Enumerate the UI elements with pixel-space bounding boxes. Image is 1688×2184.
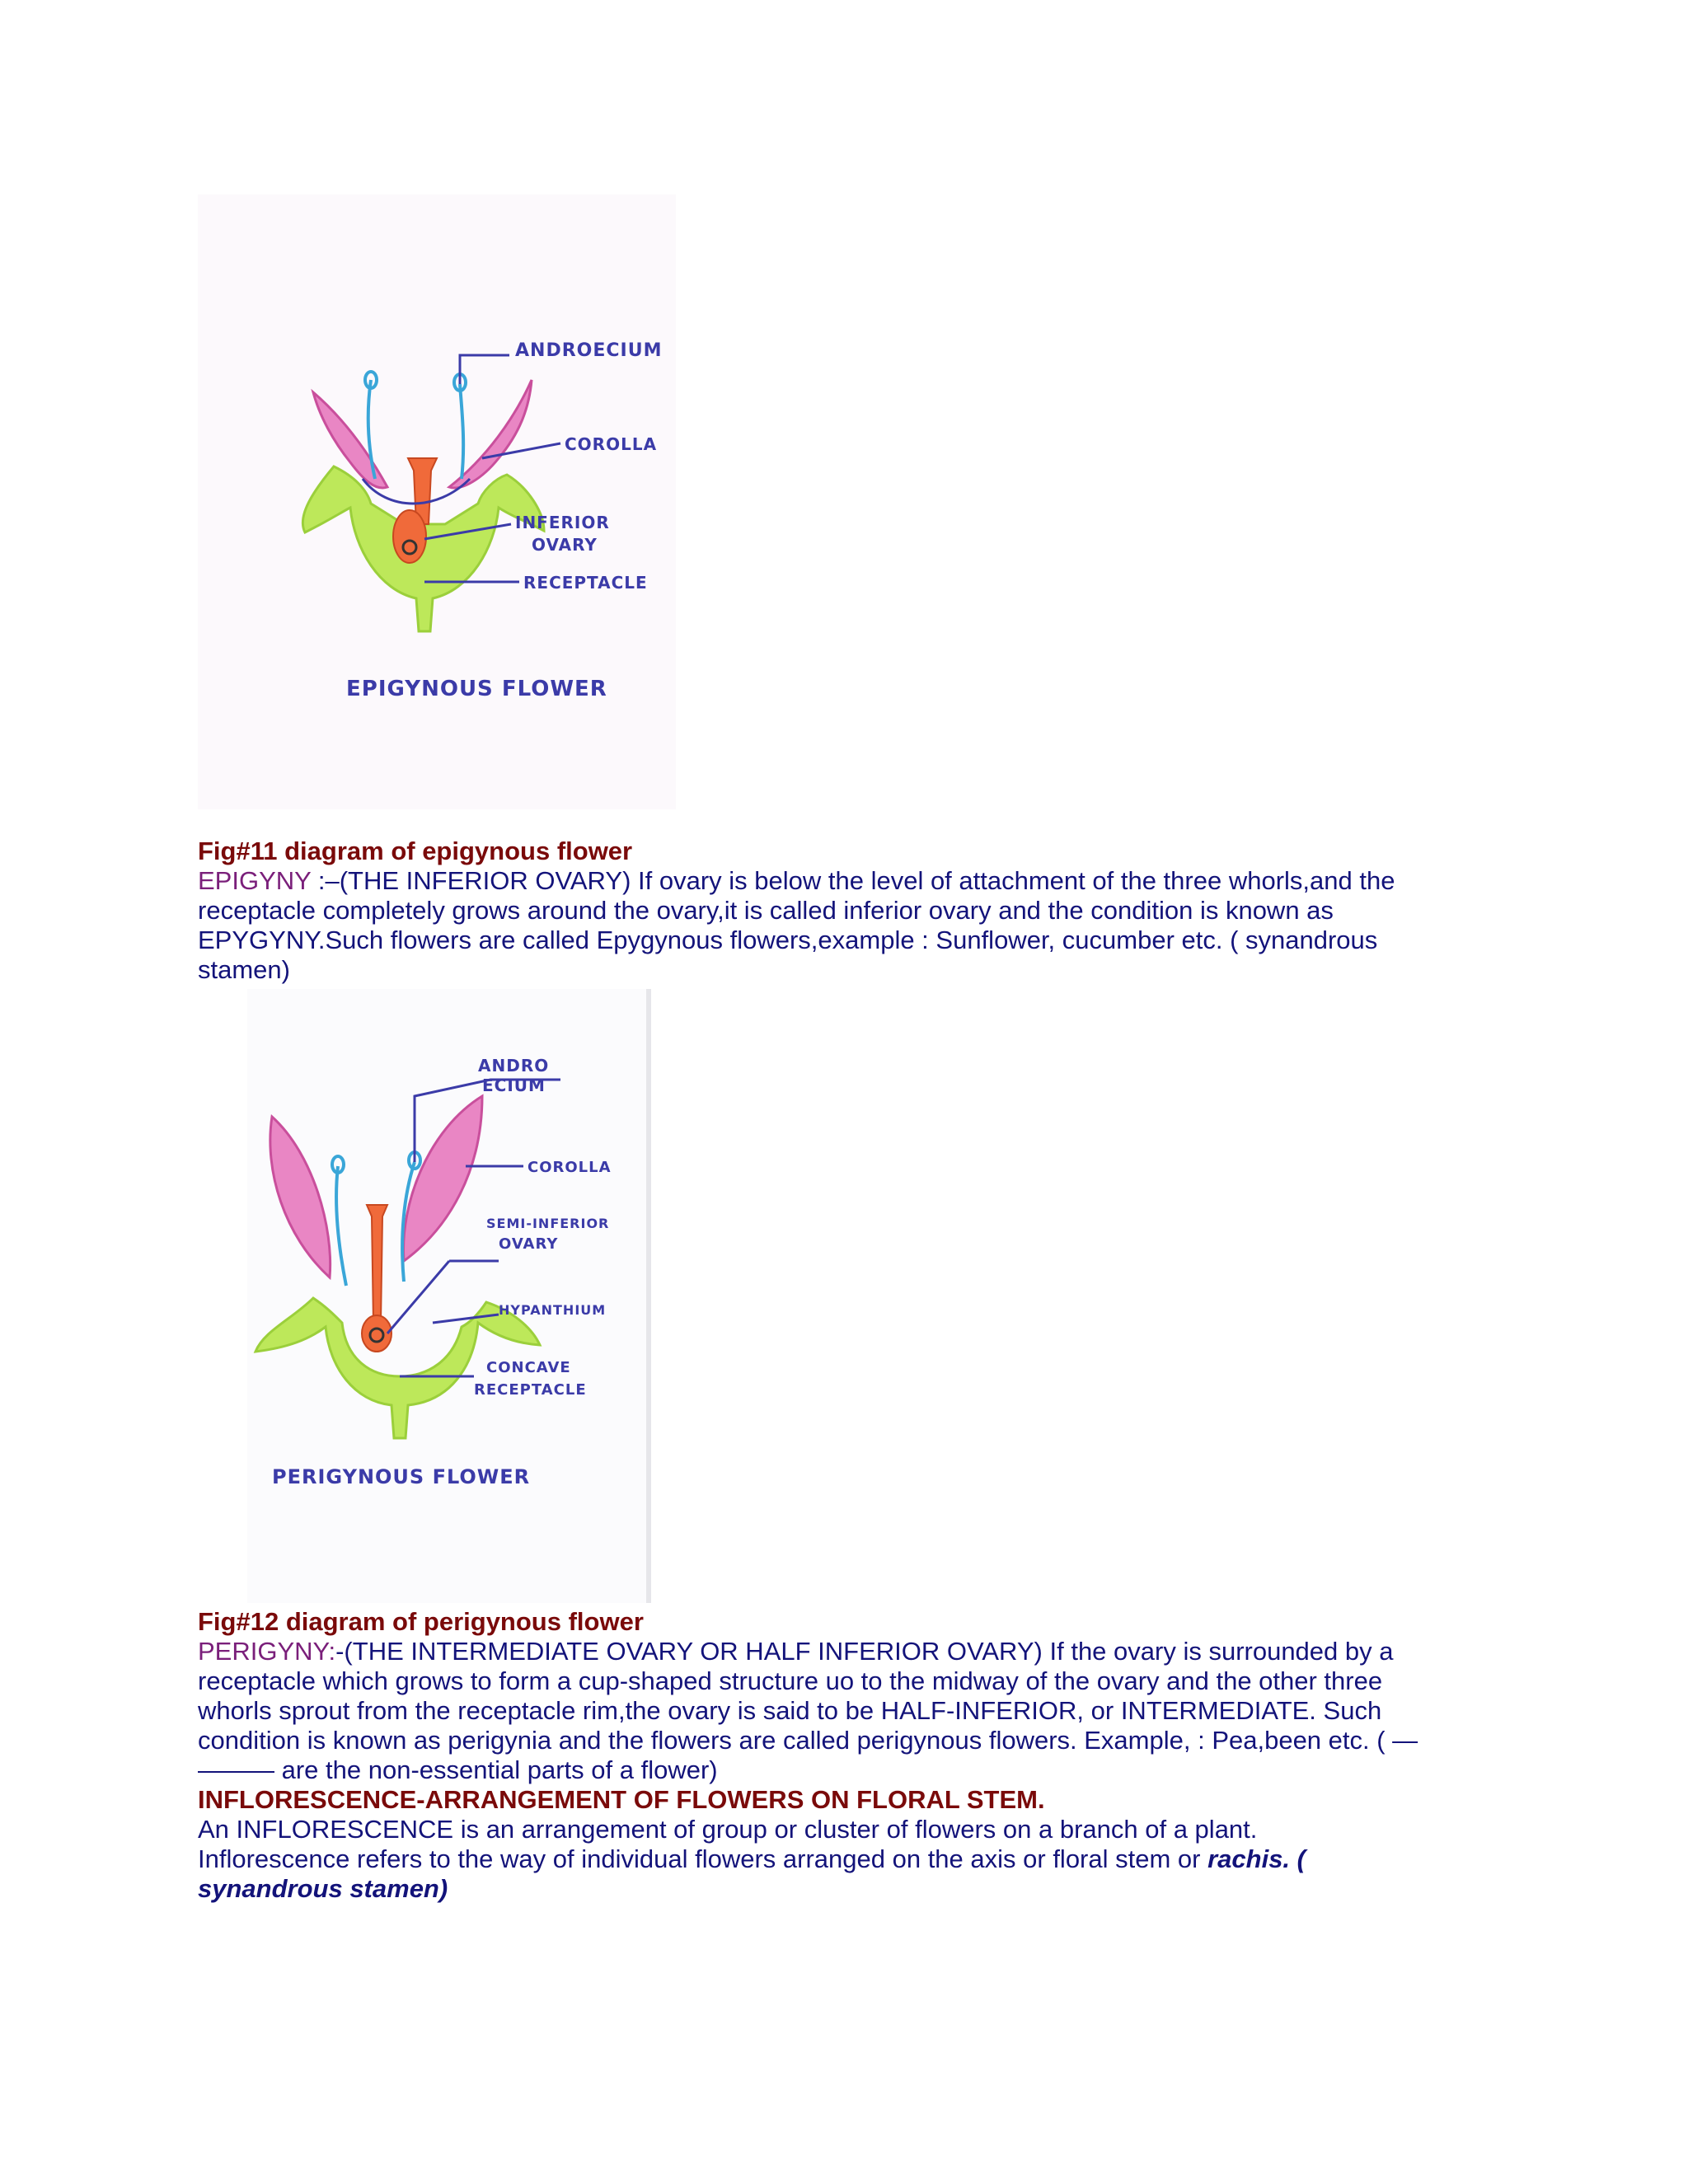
epigyny-line-2: receptacle completely grows around the ovary,it is called inferior ovary and the condition is known as	[198, 896, 1334, 925]
perigyny-line-3: whorls sprout from the receptacle rim,the ovary is said to be HALF-INFERIOR, or INTERMEDIATE. Such	[198, 1696, 1382, 1725]
perigyny-line-5: ——— are the non-essential parts of a flower)	[198, 1755, 718, 1784]
perigyny-term: PERIGYNY:	[198, 1637, 336, 1666]
label-ovary: OVARY	[532, 535, 598, 555]
label-corolla: COROLLA	[565, 434, 658, 454]
figure11-caption: Fig#11 diagram of epigynous flower	[198, 837, 633, 865]
stamen-right	[460, 384, 463, 479]
epigynous-flower-drawing	[198, 194, 676, 809]
stamen-left	[336, 1166, 346, 1286]
label-semi-inferior: SEMI-INFERIOR	[486, 1216, 610, 1231]
inflorescence-line-2: Inflorescence refers to the way of individual flowers arranged on the axis or floral stem or	[198, 1844, 1208, 1873]
figure12-caption: Fig#12 diagram of perigynous flower	[198, 1607, 644, 1636]
inflorescence-heading: INFLORESCENCE-ARRANGEMENT OF FLOWERS ON FLORAL STEM.	[198, 1785, 1045, 1814]
figure12-handwritten-title: PERIGYNOUS FLOWER	[272, 1465, 531, 1488]
corolla-left-petal	[270, 1117, 331, 1277]
epigyny-line-4: stamen)	[198, 955, 290, 984]
label-concave: CONCAVE	[486, 1359, 571, 1376]
corolla-left-petal	[313, 392, 387, 488]
label-receptacle: RECEPTACLE	[523, 573, 648, 593]
epigyny-term: EPIGYNY	[198, 866, 312, 895]
inflorescence-line-3: synandrous stamen)	[198, 1874, 448, 1903]
label-hypanthium: HYPANTHIUM	[499, 1302, 607, 1318]
inflorescence-rachis: rachis. (	[1207, 1844, 1306, 1873]
inflorescence-line-1: An INFLORESCENCE is an arrangement of group or cluster of flowers on a branch of a plant.	[198, 1815, 1258, 1844]
semi-inferior-ovary-shape	[362, 1315, 392, 1352]
epigynous-flower-diagram	[198, 194, 676, 809]
label-androecium: ANDROECIUM	[515, 340, 663, 361]
epigyny-line-1: :–(THE INFERIOR OVARY) If ovary is below the level of attachment of the three whorls,and the	[311, 866, 1395, 895]
perigyny-paragraph	[198, 1637, 1492, 1785]
epigyny-paragraph	[198, 866, 1492, 985]
label-andro: ANDRO	[478, 1056, 550, 1076]
label-ecium: ECIUM	[482, 1076, 546, 1095]
label-semi-ovary: OVARY	[499, 1235, 559, 1253]
label-receptacle: RECEPTACLE	[474, 1381, 587, 1399]
pistil-style	[367, 1205, 387, 1323]
perigynous-flower-drawing	[247, 989, 651, 1603]
figure11-handwritten-title: EPIGYNOUS FLOWER	[346, 677, 607, 701]
perigyny-line-1: -(THE INTERMEDIATE OVARY OR HALF INFERIOR OVARY) If the ovary is surrounded by a	[335, 1637, 1394, 1666]
inflorescence-paragraph	[198, 1815, 1492, 1904]
perigyny-line-2: receptacle which grows to form a cup-shaped structure uo to the midway of the ovary and the other three	[198, 1666, 1383, 1695]
label-inferior: INFERIOR	[515, 513, 610, 532]
perigyny-line-4: condition is known as perigynia and the flowers are called perigynous flowers. Example, : Pea,been etc. ( —	[198, 1726, 1418, 1755]
epigyny-line-3: EPYGYNY.Such flowers are called Epygynous flowers,example : Sunflower, cucumber etc. ( synandrous	[198, 926, 1378, 954]
perigynous-flower-diagram	[247, 989, 651, 1603]
label-corolla: COROLLA	[528, 1159, 612, 1176]
